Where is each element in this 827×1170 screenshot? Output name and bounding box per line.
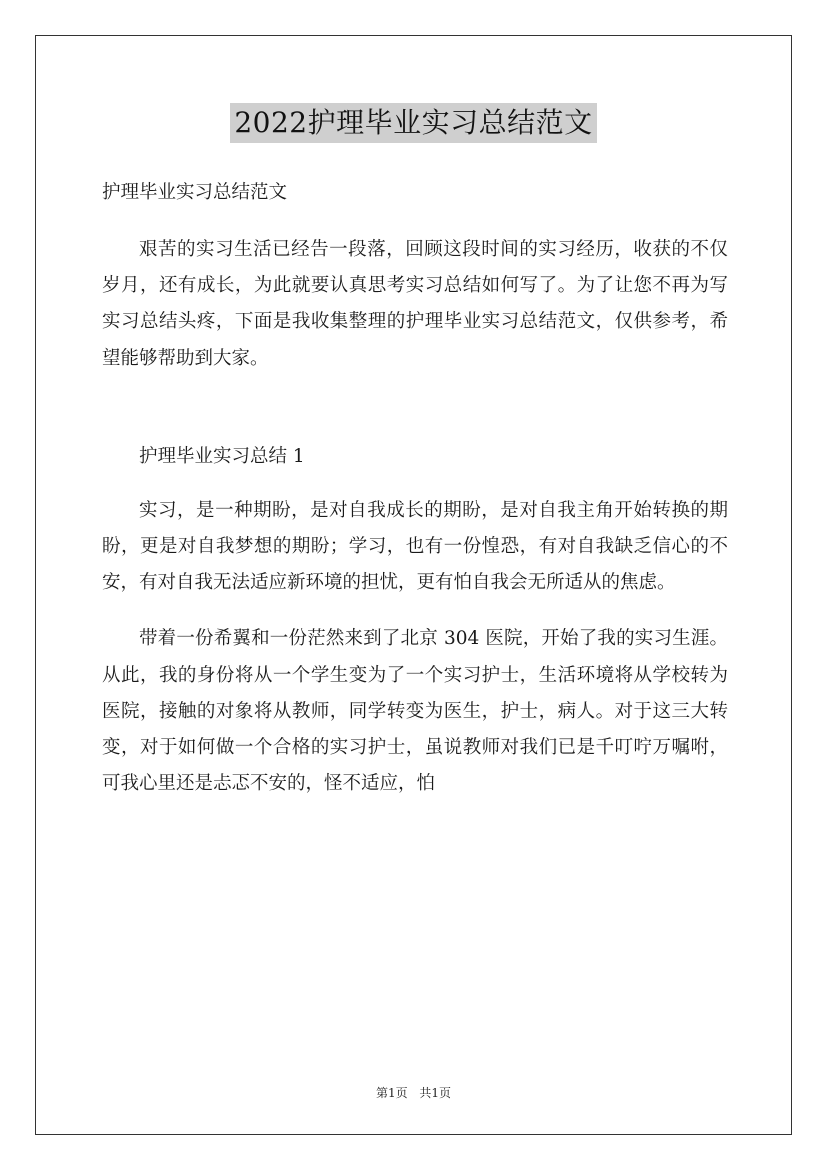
page-number: 第1页 [375,1086,408,1100]
document-subtitle: 护理毕业实习总结范文 [102,182,288,203]
document-body [102,175,728,802]
intro-paragraph: 艰苦的实习生活已经告一段落，回顾这段时间的实习经历，收获的不仅岁月，还有成长，为此就要认真思考实习总结如何写了。为了让您不再为写实习总结头疼，下面是我收集整理的护理毕业实习总结范文，仅供参考，希望能够帮助到大家。 [102,239,728,369]
document-title: 2022护理毕业实习总结范文 [230,103,596,143]
section-spacer [102,377,728,439]
page-total: 共1页 [419,1086,452,1100]
title-container [0,103,827,143]
page-footer [0,1085,827,1101]
section-1-paragraph-1: 实习，是一种期盼，是对自我成长的期盼，是对自我主角开始转换的期盼，更是对自我梦想的期盼；学习，也有一份惶恐，有对自我缺乏信心的不安，有对自我无法适应新环境的担忧，更有怕自我会无所适从的焦虑。 [102,499,728,594]
section-1-heading: 护理毕业实习总结 1 [139,445,305,467]
section-1-paragraph-2: 带着一份希翼和一份茫然来到了北京 304 医院，开始了我的实习生涯。从此，我的身份将从一个学生变为了一个实习护士，生活环境将从学校转为医院，接触的对象将从教师，同学转变为医生，护士，病人。对于这三大转变，对于如何做一个合格的实习护士，虽说教师对我们已是千叮咛万嘱咐，可我心里还是忐忑不安的，怪不适应，怕 [102,628,728,795]
